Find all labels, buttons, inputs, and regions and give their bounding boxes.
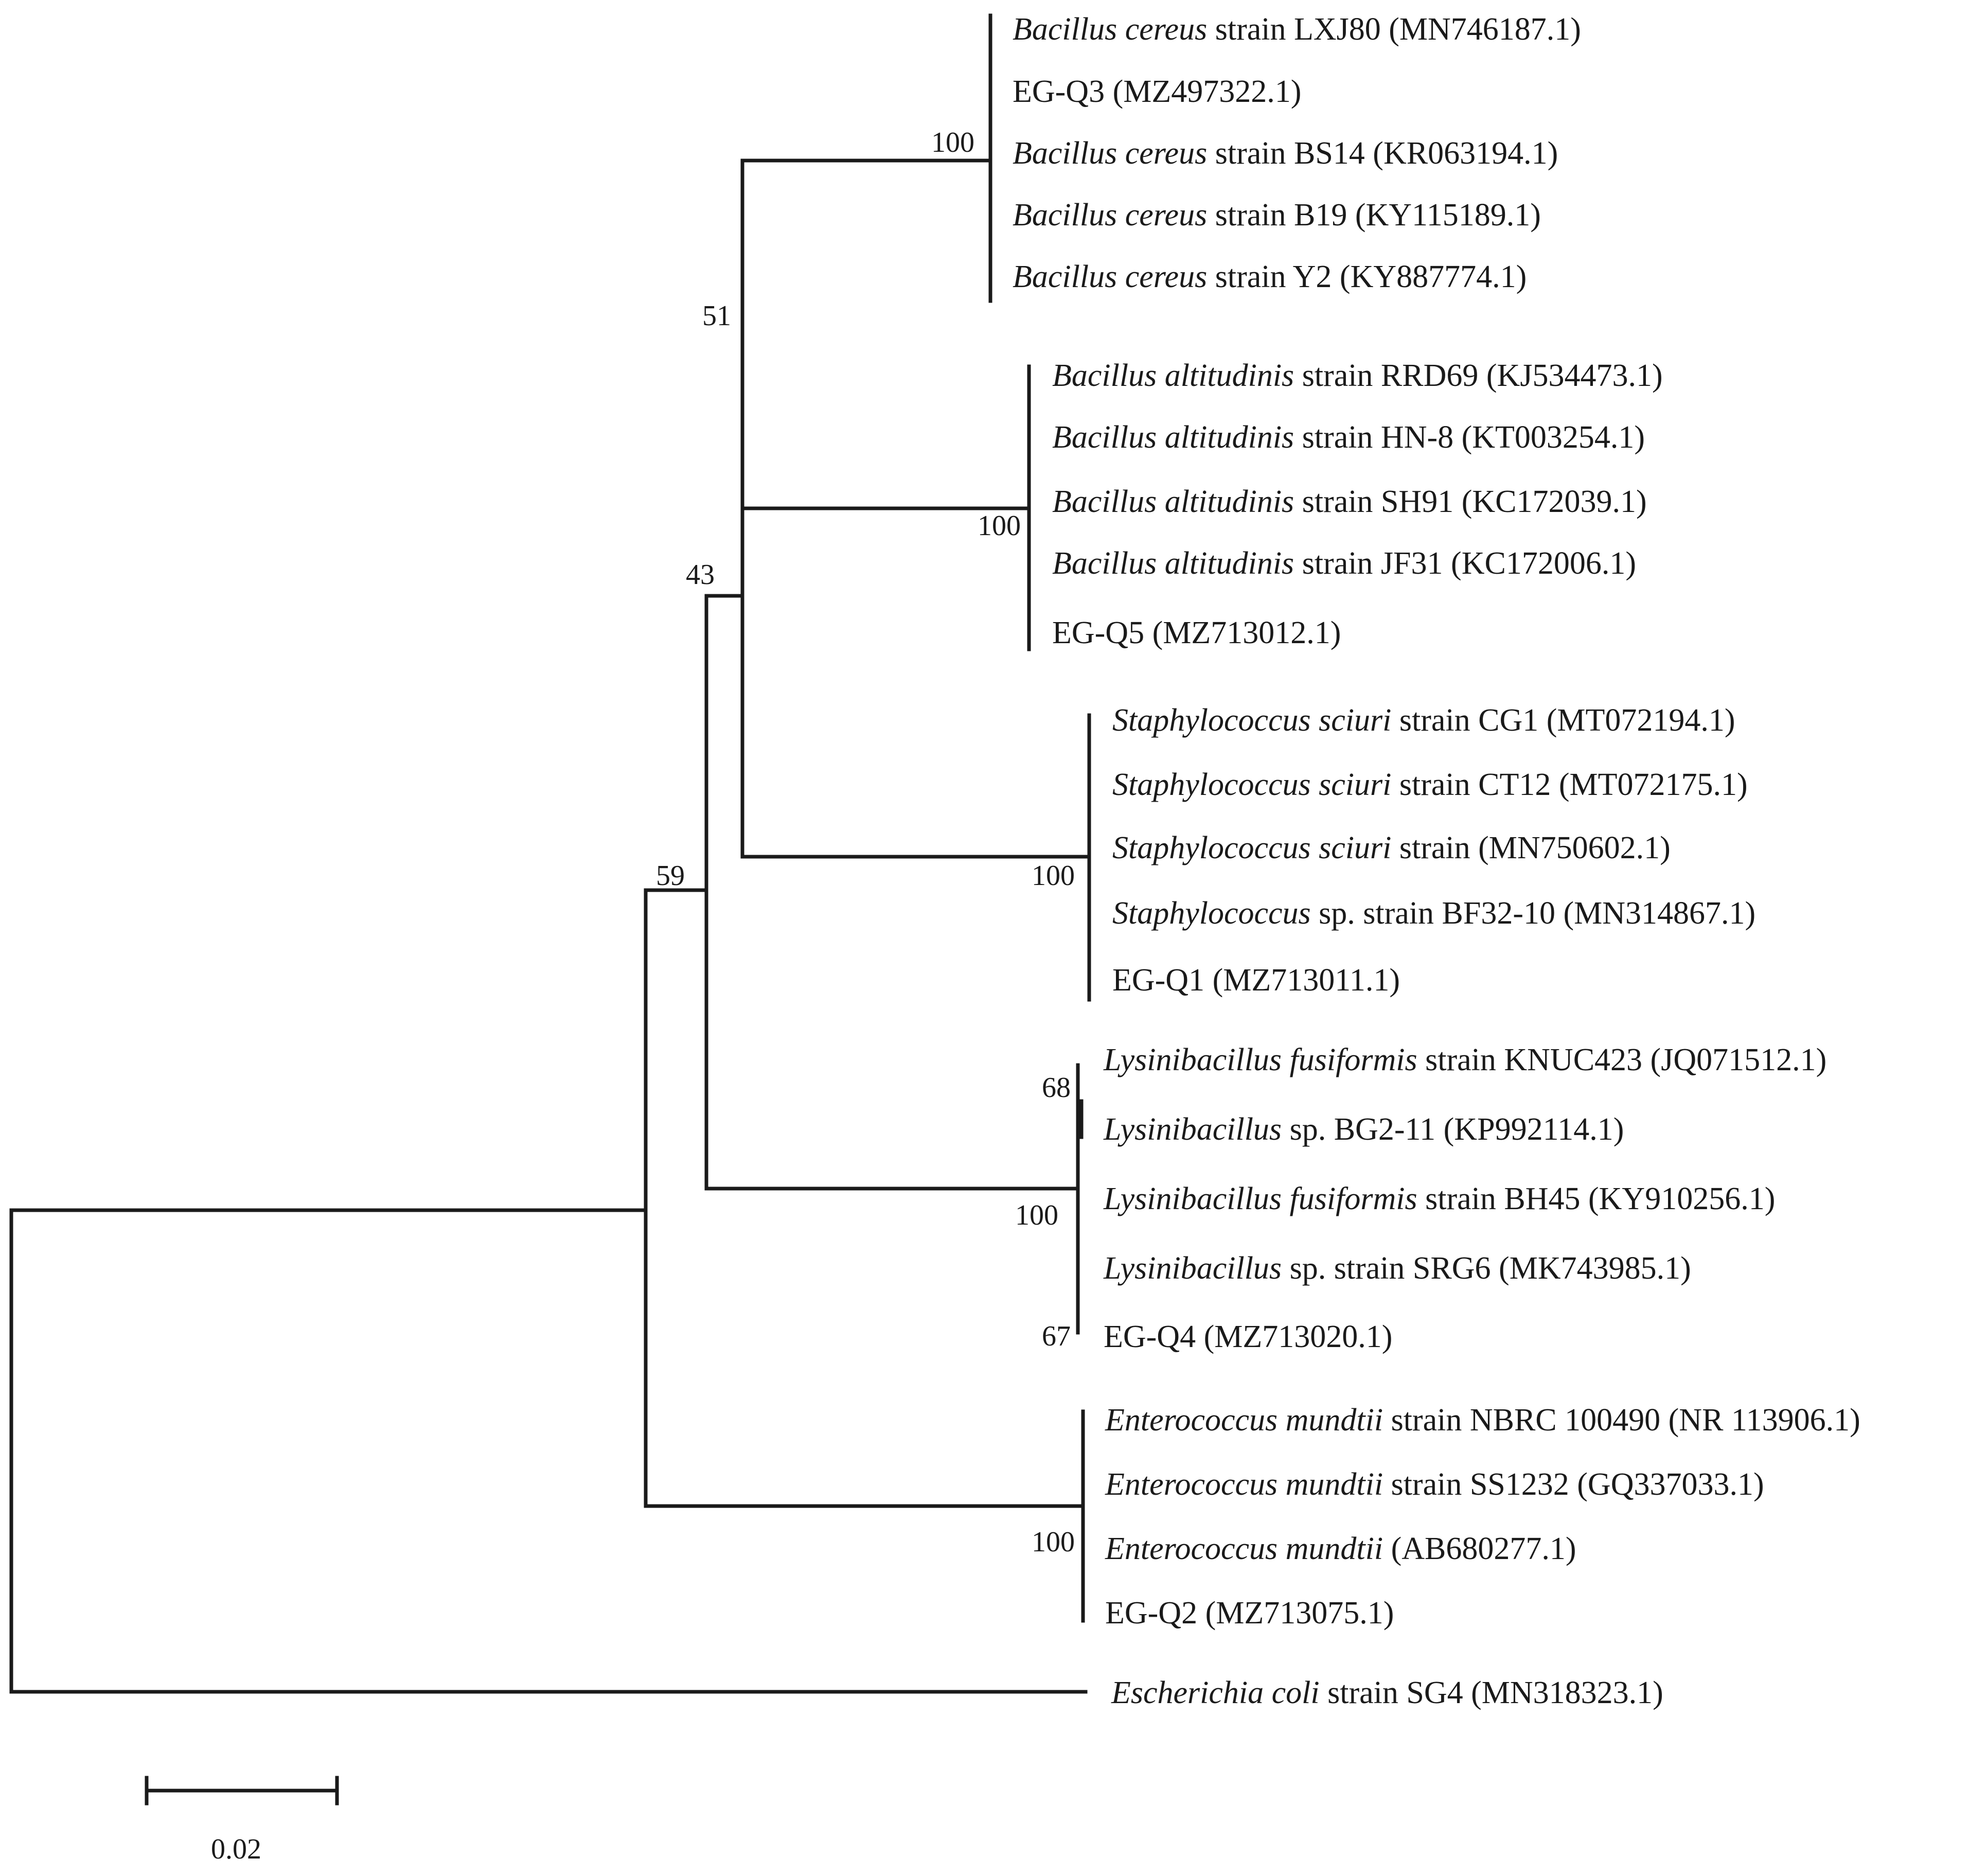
leaf-label: Staphylococcus sciuri strain CG1 (MT072194.1) <box>1112 703 1735 738</box>
leaf-label: Lysinibacillus fusiformis strain BH45 (KY910256.1) <box>1104 1181 1776 1216</box>
leaf-label: Enterococcus mundtii (AB680277.1) <box>1105 1531 1576 1566</box>
bootstrap-label: 43 <box>686 559 715 591</box>
leaf-label: Staphylococcus sciuri strain (MN750602.1) <box>1112 830 1671 865</box>
leaf-label: EG-Q2 (MZ713075.1) <box>1105 1596 1394 1631</box>
scale-bar <box>147 1778 337 1865</box>
tree-branches <box>11 15 1089 1692</box>
bootstrap-label: 59 <box>656 860 685 892</box>
bootstrap-label: 100 <box>1032 1526 1075 1558</box>
bootstrap-label: 51 <box>702 300 731 332</box>
bootstrap-label: 67 <box>1042 1320 1071 1352</box>
leaf-label: Bacillus altitudinis strain JF31 (KC172006.1) <box>1052 546 1636 581</box>
leaf-label: Lysinibacillus fusiformis strain KNUC423 (JQ071512.1) <box>1104 1042 1827 1077</box>
leaf-label: Bacillus cereus strain BS14 (KR063194.1) <box>1013 136 1558 171</box>
scale-bar-label: 0.02 <box>211 1833 261 1865</box>
leaf-label: EG-Q1 (MZ713011.1) <box>1112 963 1400 998</box>
bootstrap-values <box>656 127 1075 1558</box>
leaf-label: Lysinibacillus sp. strain SRG6 (MK743985.1) <box>1104 1251 1691 1286</box>
leaf-label: Bacillus altitudinis strain SH91 (KC172039.1) <box>1052 484 1647 519</box>
leaf-label: EG-Q5 (MZ713012.1) <box>1052 615 1341 650</box>
leaf-label: Bacillus altitudinis strain HN-8 (KT003254.1) <box>1052 420 1645 455</box>
leaf-label: Bacillus cereus strain Y2 (KY887774.1) <box>1013 259 1527 294</box>
leaf-labels <box>1013 12 1860 1710</box>
leaf-label: Staphylococcus sciuri strain CT12 (MT072175.1) <box>1112 767 1748 802</box>
leaf-label: Bacillus cereus strain LXJ80 (MN746187.1) <box>1013 12 1581 47</box>
bootstrap-label: 100 <box>1032 860 1075 892</box>
leaf-label: Bacillus cereus strain B19 (KY115189.1) <box>1013 198 1541 233</box>
bootstrap-label: 100 <box>931 127 974 158</box>
leaf-label: Escherichia coli strain SG4 (MN318323.1) <box>1111 1675 1663 1710</box>
leaf-label: Enterococcus mundtii strain NBRC 100490 (NR 113906.1) <box>1105 1403 1860 1438</box>
bootstrap-label: 68 <box>1042 1072 1071 1104</box>
bootstrap-label: 100 <box>1015 1199 1058 1231</box>
leaf-label: Bacillus altitudinis strain RRD69 (KJ534473.1) <box>1052 358 1663 393</box>
bootstrap-label: 100 <box>978 510 1021 542</box>
leaf-label: EG-Q3 (MZ497322.1) <box>1013 74 1302 109</box>
leaf-label: Lysinibacillus sp. BG2-11 (KP992114.1) <box>1104 1112 1624 1147</box>
leaf-label: Staphylococcus sp. strain BF32-10 (MN314867.1) <box>1112 896 1756 931</box>
leaf-label: EG-Q4 (MZ713020.1) <box>1104 1319 1393 1354</box>
leaf-label: Enterococcus mundtii strain SS1232 (GQ337033.1) <box>1105 1467 1764 1502</box>
